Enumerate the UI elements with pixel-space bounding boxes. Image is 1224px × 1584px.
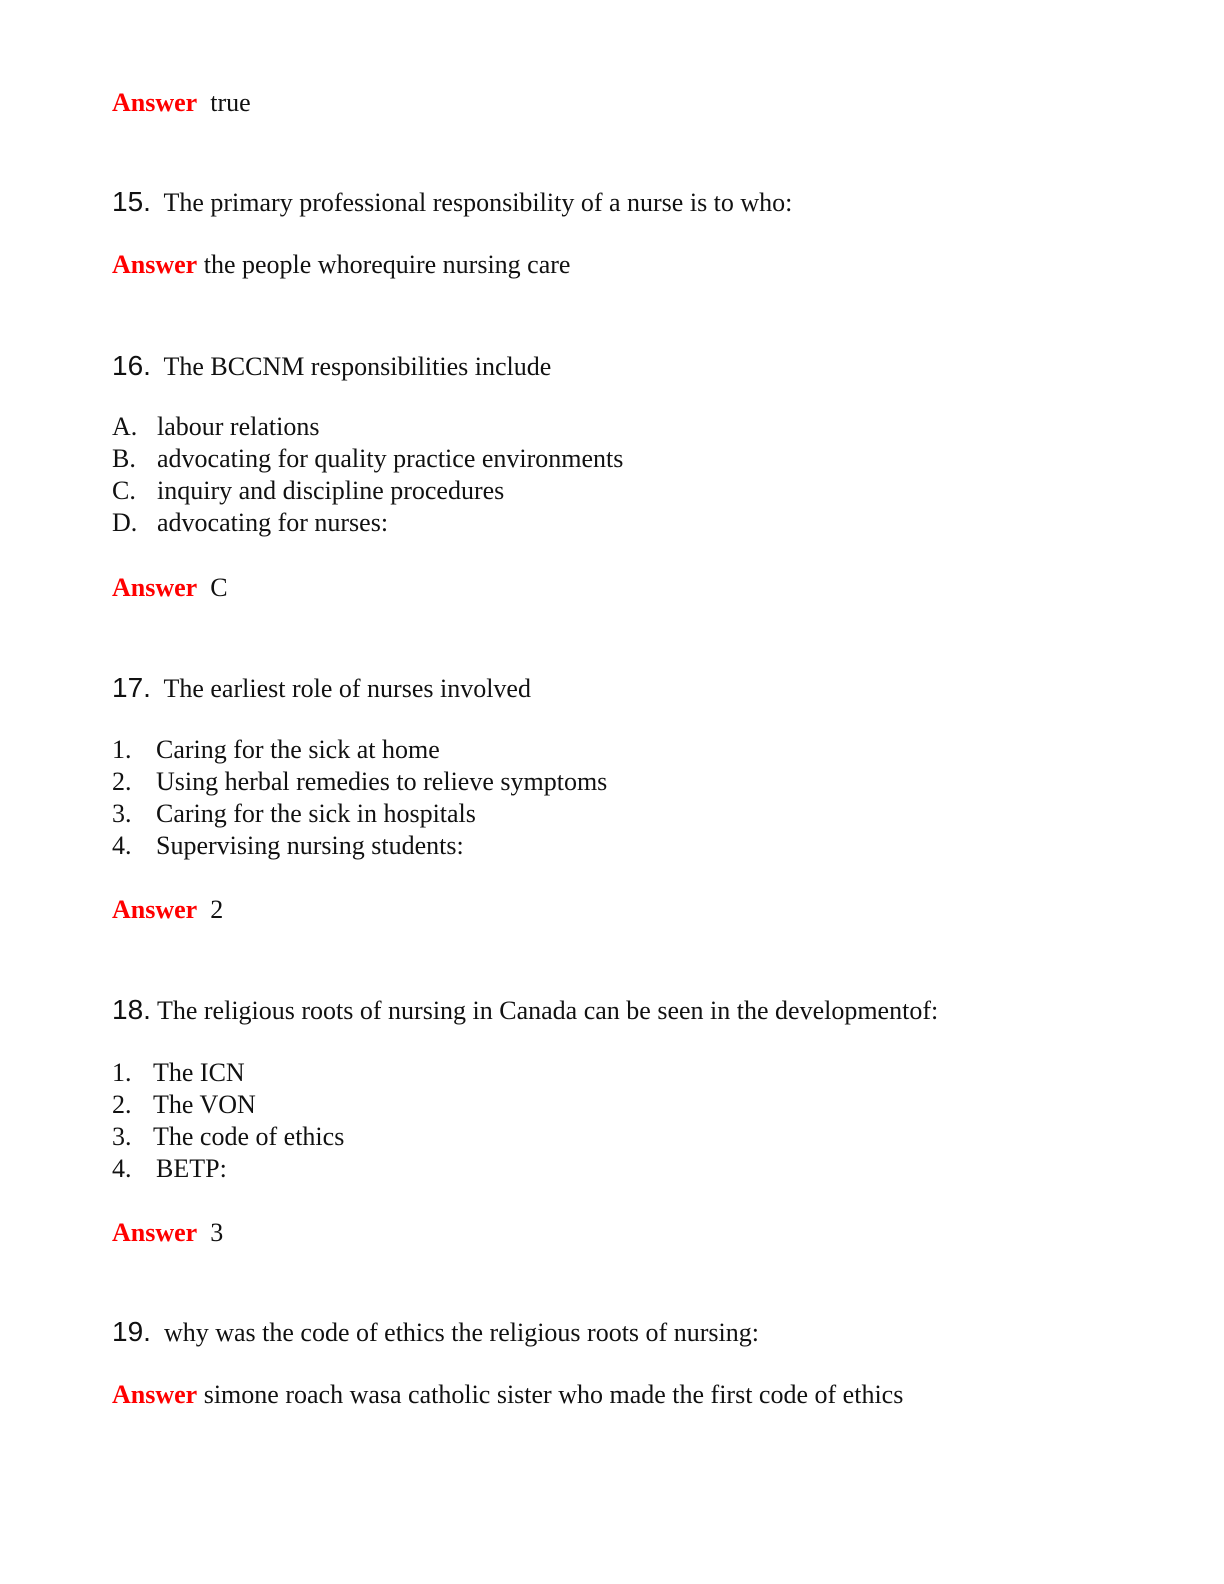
option-marker: 2.	[112, 1090, 132, 1119]
option	[112, 508, 389, 538]
option-marker: 2.	[112, 767, 132, 796]
answer-19	[112, 1380, 903, 1410]
option-text: labour relations	[157, 412, 320, 441]
option-text: Using herbal remedies to relieve symptoms	[156, 767, 608, 796]
answer-18	[112, 1218, 223, 1248]
option-text: Caring for the sick at home	[156, 735, 440, 764]
answer-text: simone roach wasa catholic sister who made the first code of ethics	[203, 1380, 904, 1409]
question-number: 16.	[112, 350, 151, 381]
option-text: inquiry and discipline procedures	[157, 476, 505, 505]
option	[112, 767, 608, 797]
answer-text: the people whorequire nursing care	[203, 250, 571, 279]
answer-15	[112, 250, 570, 280]
option-text: The VON	[153, 1090, 256, 1119]
option-marker: A.	[112, 412, 138, 441]
question-number: 19.	[112, 1316, 151, 1347]
question-text: The BCCNM responsibilities include	[163, 352, 552, 381]
question-text: why was the code of ethics the religious roots of nursing:	[163, 1318, 759, 1347]
option	[112, 831, 464, 861]
option	[112, 1090, 256, 1120]
option-text: advocating for quality practice environments	[157, 444, 624, 473]
option-text: Caring for the sick in hospitals	[156, 799, 476, 828]
answer-text: C	[210, 573, 228, 602]
answer-14	[112, 88, 251, 118]
option-marker: B.	[112, 444, 136, 473]
question-number: 18.	[112, 994, 151, 1025]
option	[112, 799, 476, 829]
answer-label: Answer	[112, 1380, 198, 1409]
option	[112, 444, 624, 474]
question-text: The primary professional responsibility of a nurse is to who:	[163, 188, 793, 217]
answer-label: Answer	[112, 88, 198, 117]
question-number: 17.	[112, 672, 151, 703]
question-18	[112, 994, 938, 1026]
option-text: The code of ethics	[153, 1122, 345, 1151]
option-text: BETP:	[156, 1154, 227, 1183]
option	[112, 1154, 227, 1184]
option-marker: 4.	[112, 1154, 132, 1183]
answer-17	[112, 895, 223, 925]
question-number: 15.	[112, 186, 151, 217]
option	[112, 476, 505, 506]
option-marker: D.	[112, 508, 138, 537]
option-marker: 1.	[112, 735, 132, 764]
question-text: The religious roots of nursing in Canada can be seen in the developmentof:	[156, 996, 939, 1025]
option-text: Supervising nursing students:	[156, 831, 464, 860]
option	[112, 735, 440, 765]
option-marker: 1.	[112, 1058, 132, 1087]
answer-label: Answer	[112, 250, 198, 279]
answer-text: true	[210, 88, 251, 117]
answer-label: Answer	[112, 573, 198, 602]
option	[112, 1122, 345, 1152]
answer-label: Answer	[112, 1218, 198, 1247]
option-marker: 3.	[112, 799, 132, 828]
question-16	[112, 350, 551, 382]
question-text: The earliest role of nurses involved	[163, 674, 531, 703]
option	[112, 412, 320, 442]
option	[112, 1058, 245, 1088]
option-marker: 4.	[112, 831, 132, 860]
option-text: The ICN	[153, 1058, 245, 1087]
answer-label: Answer	[112, 895, 198, 924]
answer-16	[112, 573, 228, 603]
question-15	[112, 186, 792, 218]
option-text: advocating for nurses:	[157, 508, 389, 537]
option-marker: C.	[112, 476, 136, 505]
answer-text: 2	[210, 895, 224, 924]
question-17	[112, 672, 531, 704]
answer-text: 3	[210, 1218, 224, 1247]
question-19	[112, 1316, 759, 1348]
option-marker: 3.	[112, 1122, 132, 1151]
